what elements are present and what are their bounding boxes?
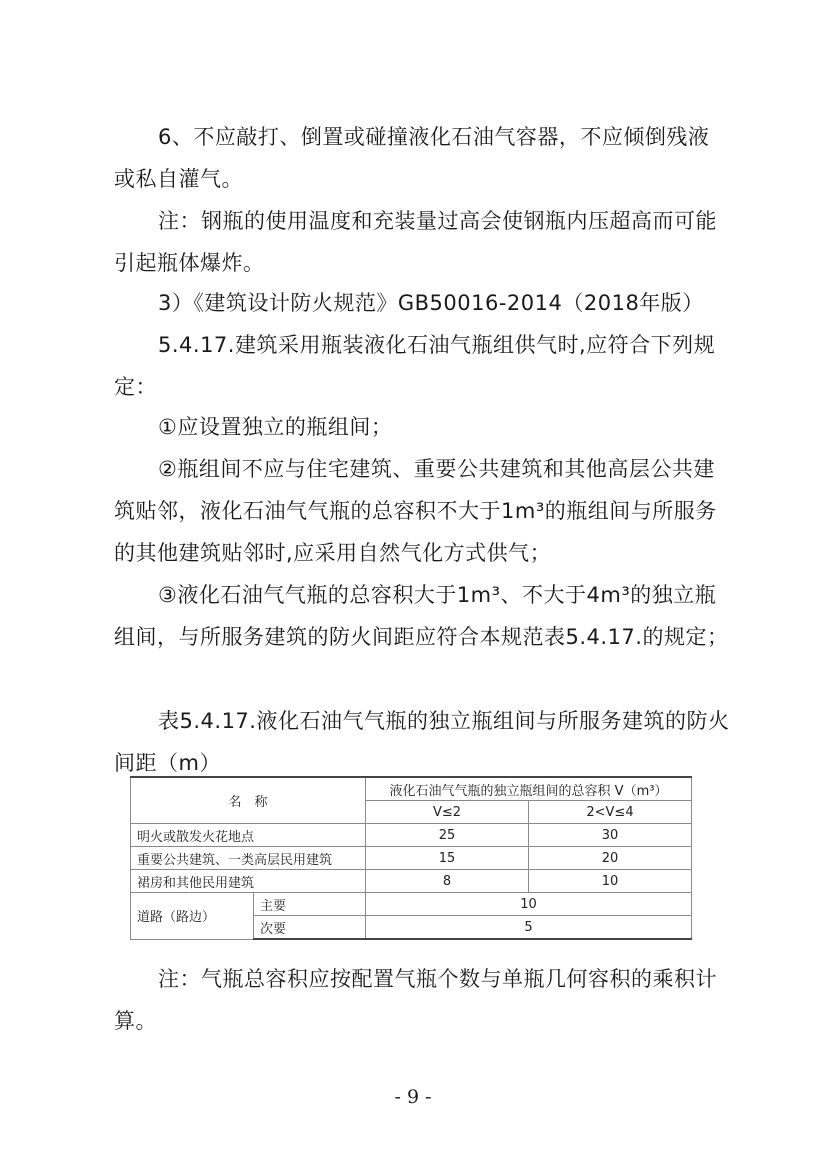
col-header-1: V≤2 bbox=[366, 801, 529, 824]
paragraph-3: 3）《建筑设计防火规范》GB50016-2014（2018年版） bbox=[158, 291, 704, 315]
row-value-1: 8 bbox=[366, 870, 529, 893]
col-header-2: 2<V≤4 bbox=[529, 801, 692, 824]
road-label: 道路（路边） bbox=[131, 893, 254, 940]
road-minor-value: 5 bbox=[366, 916, 692, 940]
row-value-1: 25 bbox=[366, 824, 529, 847]
road-main-label: 主要 bbox=[254, 893, 366, 916]
row-name: 裙房和其他民用建筑 bbox=[131, 870, 366, 893]
road-main-value: 10 bbox=[366, 893, 692, 916]
row-value-2: 30 bbox=[529, 824, 692, 847]
paragraph-6: ②瓶组间不应与住宅建筑、重要公共建筑和其他高层公共建筑贴邻，液化石油气气瓶的总容积不大于1m³的瓶组间与所服务的其他建筑贴邻时,应采用自然气化方式供气； bbox=[114, 457, 717, 565]
road-minor-label: 次要 bbox=[254, 916, 366, 940]
row-value-1: 15 bbox=[366, 847, 529, 870]
page-number: - 9 - bbox=[394, 1086, 432, 1108]
paragraph-4: 5.4.17.建筑采用瓶装液化石油气瓶组供气时,应符合下列规定： bbox=[114, 333, 716, 399]
note-paragraph: 注：气瓶总容积应按配置气瓶个数与单瓶几何容积的乘积计算。 bbox=[114, 967, 717, 1033]
paragraph-1: 6、不应敲打、倒置或碰撞液化石油气容器，不应倾倒残液或私自灌气。 bbox=[114, 125, 710, 191]
table-caption: 表5.4.17.液化石油气气瓶的独立瓶组间与所服务建筑的防火间距（m） bbox=[114, 709, 730, 775]
row-name: 重要公共建筑、一类高层民用建筑 bbox=[131, 847, 366, 870]
table-header-row bbox=[131, 777, 692, 801]
table-row bbox=[131, 847, 692, 870]
row-value-2: 10 bbox=[529, 870, 692, 893]
row-name: 明火或散发火花地点 bbox=[131, 824, 366, 847]
paragraph-7: ③液化石油气气瓶的总容积大于1m³、不大于4m³的独立瓶组间，与所服务建筑的防火间距应符合本规范表5.4.17.的规定； bbox=[114, 583, 729, 649]
name-header: 名 称 bbox=[131, 777, 366, 824]
fire-distance-table bbox=[130, 776, 692, 940]
paragraph-5: ①应设置独立的瓶组间； bbox=[158, 415, 393, 439]
table-row bbox=[131, 870, 692, 893]
table-row bbox=[131, 893, 692, 916]
row-value-2: 20 bbox=[529, 847, 692, 870]
table-row bbox=[131, 824, 692, 847]
paragraph-2: 注：钢瓶的使用温度和充装量过高会使钢瓶内压超高而可能引起瓶体爆炸。 bbox=[114, 209, 717, 275]
volume-header: 液化石油气气瓶的独立瓶组间的总容积 V（m³） bbox=[366, 777, 692, 801]
